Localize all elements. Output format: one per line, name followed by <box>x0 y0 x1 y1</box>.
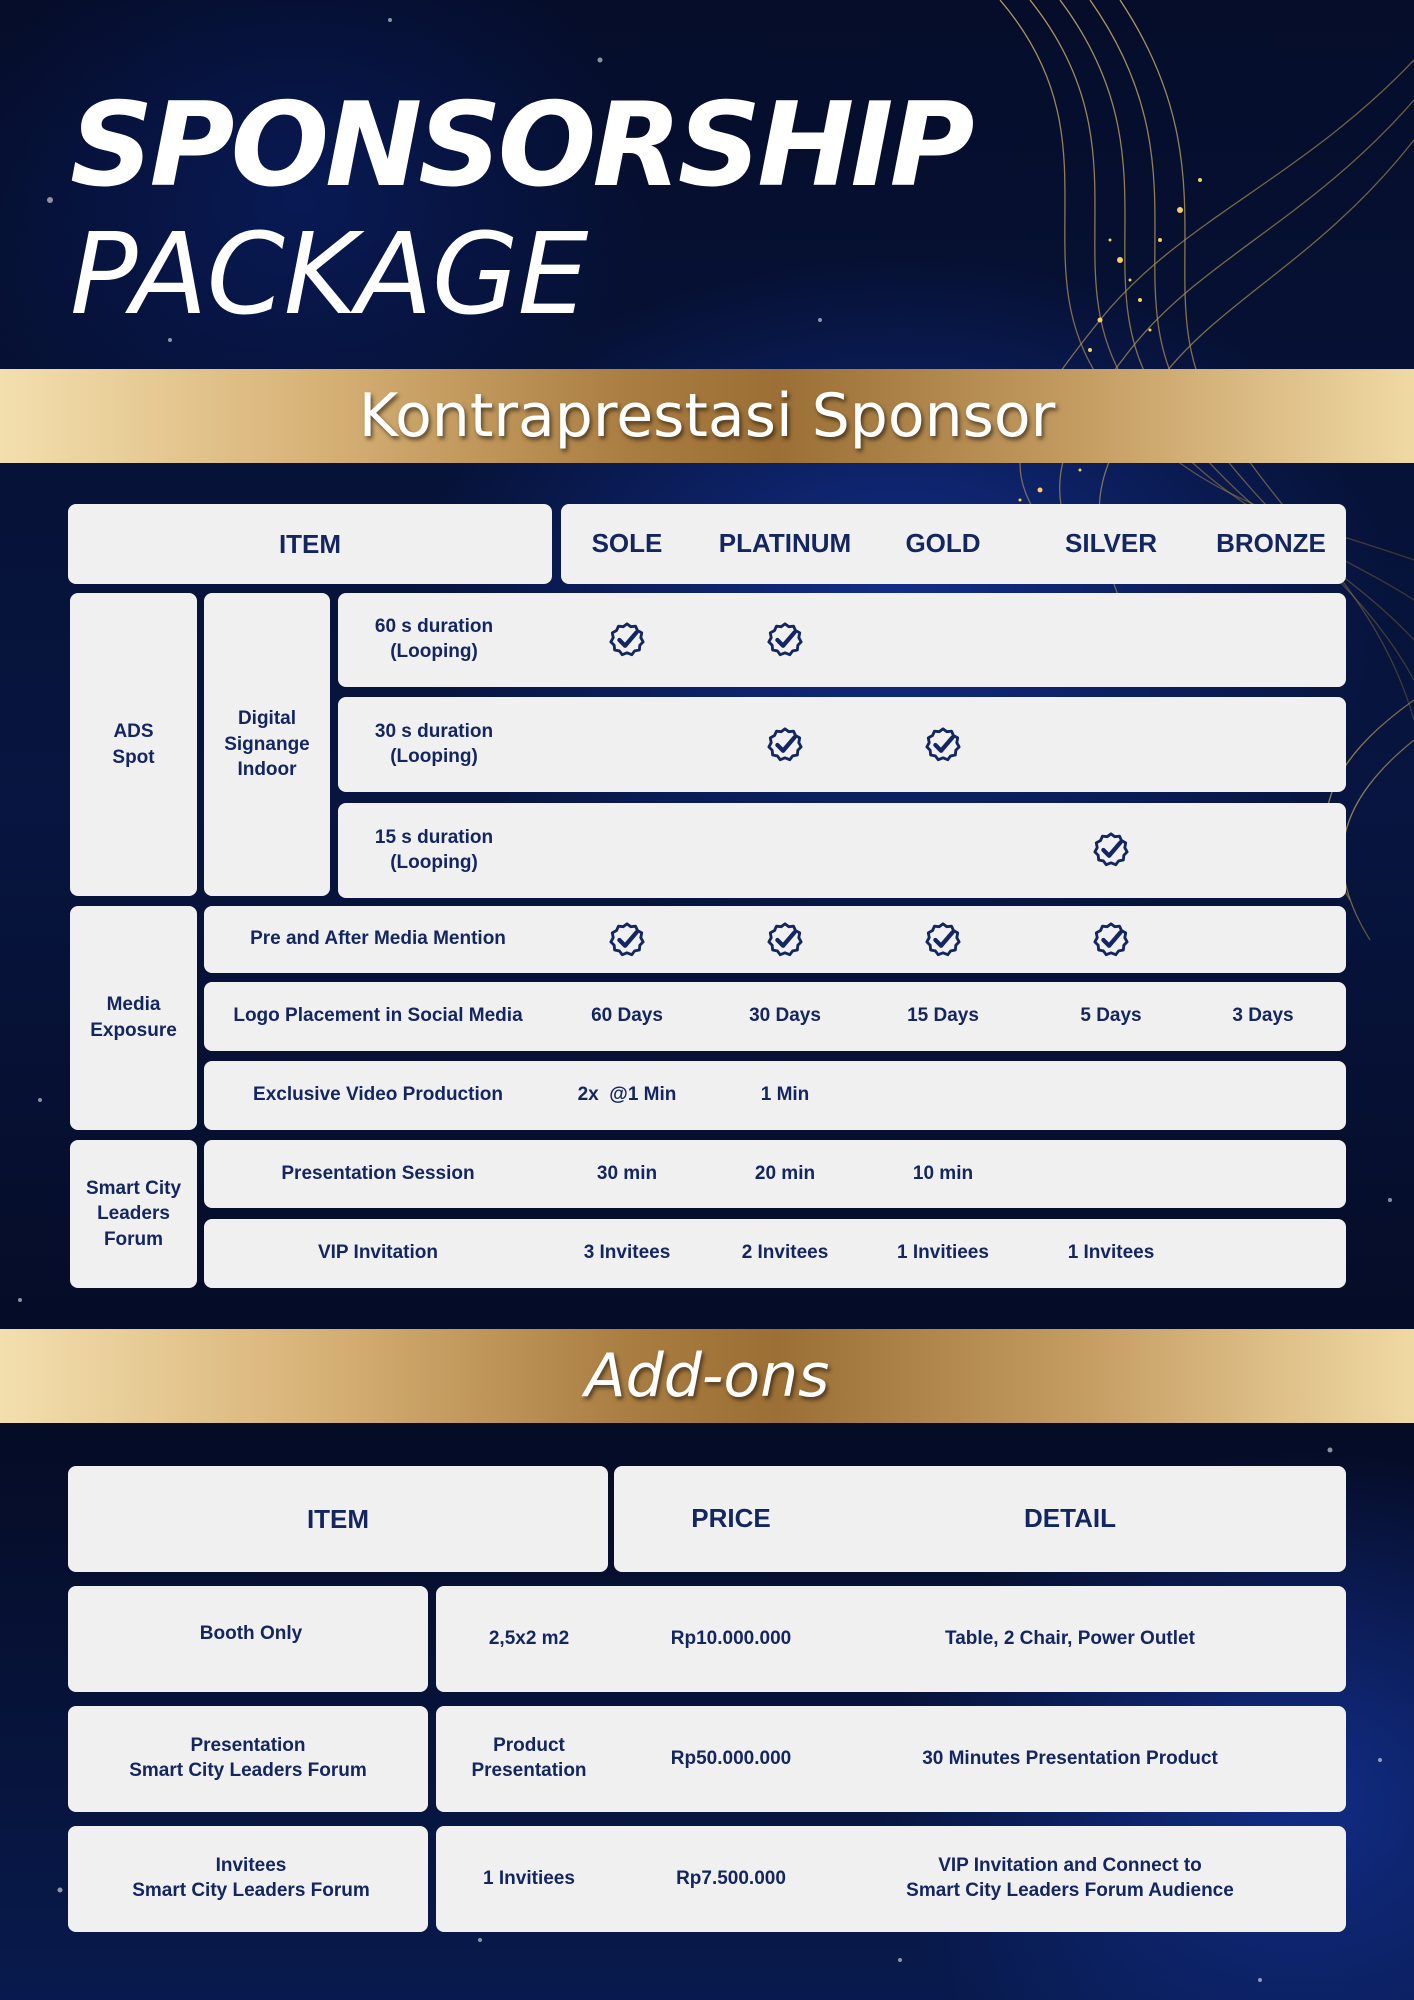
addons-row-2-detail: 30 Minutes Presentation Product <box>922 1747 1218 1769</box>
check-badge-icon <box>766 726 804 764</box>
value-session-gold: 10 min <box>912 1162 974 1184</box>
check-badge-icon <box>924 921 962 959</box>
addons-row-2-price: Rp50.000.000 <box>670 1747 792 1769</box>
check-badge-icon <box>608 621 646 659</box>
addons-item-header-cell <box>68 1466 608 1572</box>
addons-row-1-price: Rp10.000.000 <box>670 1627 792 1649</box>
addons-row-2-spec: Product Presentation <box>471 1735 587 1781</box>
sponsor-item-header-cell <box>68 504 552 584</box>
value-vip-silver: 1 Invitees <box>1067 1242 1155 1264</box>
addons-item-header: ITEM <box>306 1503 370 1534</box>
tier-header-gold: GOLD <box>905 528 981 559</box>
check-badge-icon <box>766 921 804 959</box>
value-session-sole: 30 min <box>596 1162 658 1184</box>
tier-header-sole: SOLE <box>591 528 663 559</box>
value-video-platinum: 1 Min <box>760 1084 810 1106</box>
value-vip-sole: 3 Invitees <box>583 1242 671 1264</box>
row-label-presentation-session: Presentation Session <box>281 1162 475 1184</box>
value-logo-bronze: 3 Days <box>1232 1005 1294 1027</box>
addons-row-3-spec: 1 Invitiees <box>483 1867 575 1889</box>
section-banner-sponsor <box>0 369 1414 463</box>
value-video-sole: 2x @1 Min <box>577 1084 677 1106</box>
group-digital-signage <box>204 593 330 896</box>
value-logo-silver: 5 Days <box>1080 1005 1142 1027</box>
addons-detail-header: DETAIL <box>1024 1503 1116 1534</box>
group-smart-city <box>70 1140 197 1288</box>
tier-header-silver: SILVER <box>1065 528 1157 559</box>
section-title-sponsor: Kontraprestasi Sponsor <box>358 381 1056 451</box>
sponsor-item-header: ITEM <box>278 528 342 559</box>
value-session-platinum: 20 min <box>754 1162 816 1184</box>
row-label-15s: 15 s duration (Looping) <box>374 826 494 873</box>
check-badge-icon <box>924 726 962 764</box>
group-ads-spot <box>70 593 197 896</box>
value-logo-sole: 60 Days <box>591 1005 663 1027</box>
group-digital-signage-label: Digital Signange Indoor <box>224 708 310 781</box>
tier-header-bronze: BRONZE <box>1216 528 1326 559</box>
addons-row-3-price: Rp7.500.000 <box>676 1867 786 1889</box>
addons-row-1-item: Booth Only <box>199 1622 303 1644</box>
tier-header-platinum: PLATINUM <box>718 528 852 559</box>
gold-wave-decoration <box>1000 0 1414 940</box>
row-label-media-mention: Pre and After Media Mention <box>250 928 506 950</box>
value-logo-platinum: 30 Days <box>749 1005 821 1027</box>
addons-row-3-detail: VIP Invitation and Connect to Smart City Leaders Forum Audience <box>906 1855 1234 1901</box>
group-media-exposure <box>70 906 197 1130</box>
section-title-addons: Add-ons <box>584 1341 830 1411</box>
row-label-vip-invitation: VIP Invitation <box>317 1242 438 1264</box>
value-vip-platinum: 2 Invitees <box>741 1242 829 1264</box>
addons-row-3-item: Invitees Smart City Leaders Forum <box>132 1855 370 1901</box>
group-ads-spot-label: ADS Spot <box>112 720 155 768</box>
row-label-60s: 60 s duration (Looping) <box>374 616 494 662</box>
row-label-30s: 30 s duration (Looping) <box>374 720 494 767</box>
check-badge-icon <box>1092 831 1130 869</box>
addons-row-1-spec: 2,5x2 m2 <box>488 1627 570 1649</box>
addons-row-1-detail: Table, 2 Chair, Power Outlet <box>945 1627 1195 1649</box>
value-logo-gold: 15 Days <box>907 1005 979 1027</box>
section-banner-addons <box>0 1329 1414 1423</box>
value-vip-gold: 1 Invitiees <box>897 1242 989 1264</box>
addons-row-2-item: Presentation Smart City Leaders Forum <box>129 1735 367 1781</box>
check-badge-icon <box>1092 921 1130 959</box>
group-smart-city-label: Smart City Leaders Forum <box>85 1177 182 1250</box>
row-label-logo-placement: Logo Placement in Social Media <box>233 1005 523 1027</box>
check-badge-icon <box>766 621 804 659</box>
page-title-line1: SPONSORSHIP <box>70 78 971 213</box>
check-badge-icon <box>608 921 646 959</box>
group-media-exposure-label: Media Exposure <box>90 994 177 1041</box>
addons-price-header: PRICE <box>691 1503 771 1534</box>
row-label-video-production: Exclusive Video Production <box>253 1084 503 1106</box>
page-title-line2: PACKAGE <box>70 210 588 340</box>
